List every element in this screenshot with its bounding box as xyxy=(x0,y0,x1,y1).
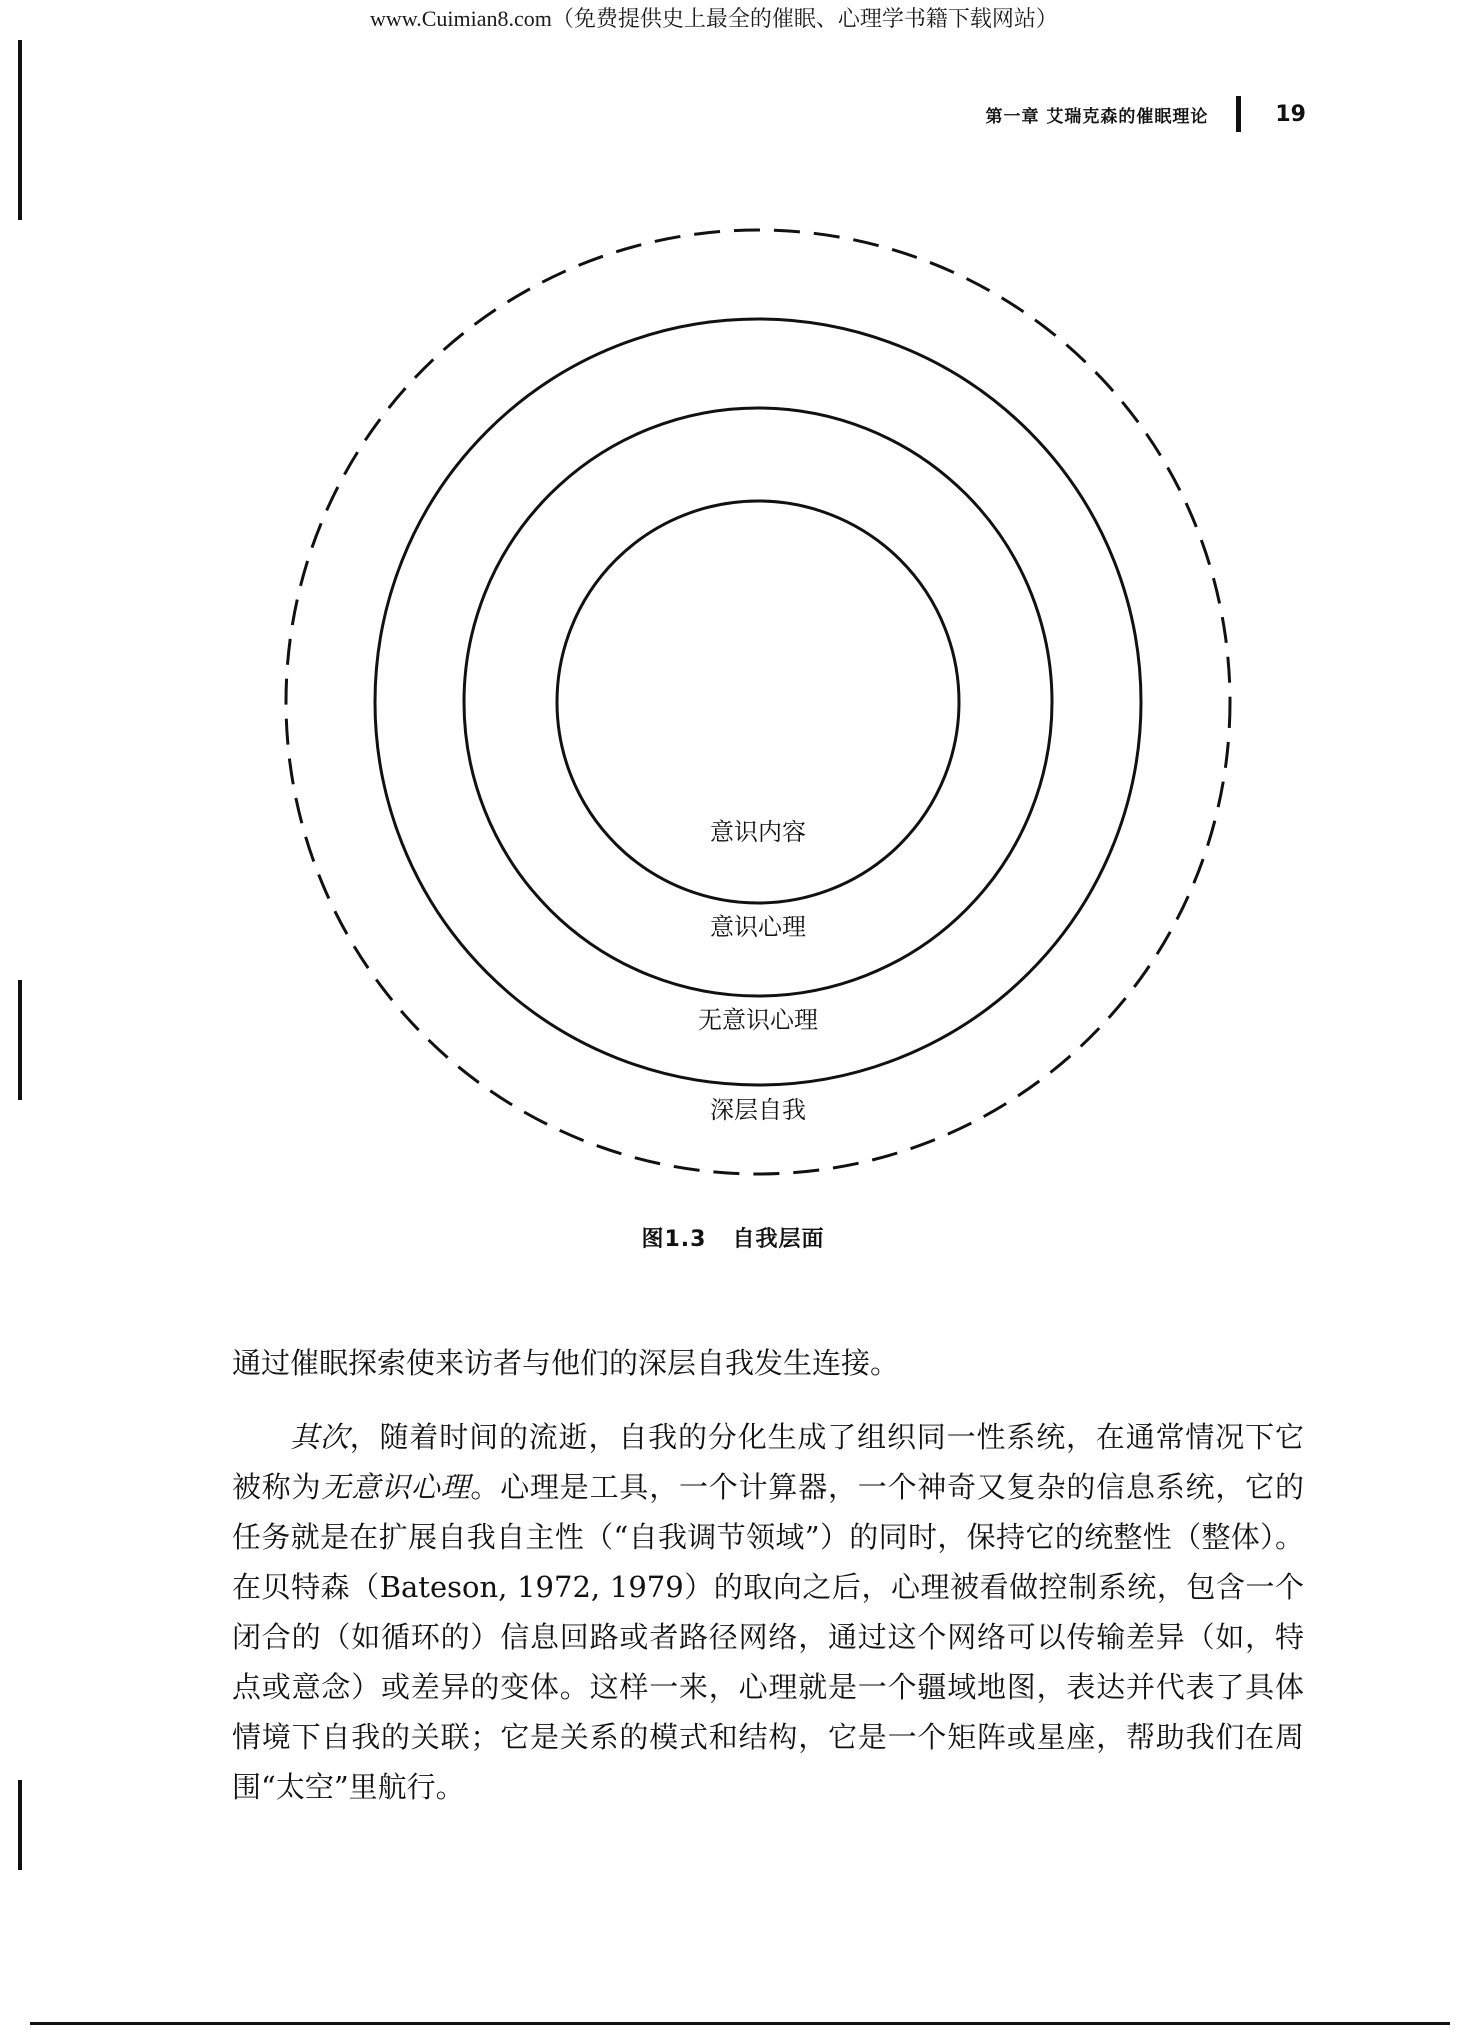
label-conscious-mind: 意识心理 xyxy=(710,913,806,941)
emphasis-term: 无意识心理 xyxy=(321,1470,471,1504)
label-deep-self: 深层自我 xyxy=(710,1096,806,1124)
paragraph-text: ，随着时间的流逝，自我的分化生成了组织同一性系统，在通常情况下它被称为 xyxy=(232,1420,1304,1504)
scan-edge-mark xyxy=(18,1780,22,1870)
running-head xyxy=(985,96,1306,132)
scan-bottom-rule xyxy=(30,2022,1450,2025)
scan-edge-mark xyxy=(18,980,22,1100)
label-unconscious-mind: 无意识心理 xyxy=(698,1006,818,1034)
caption-title: 自我层面 xyxy=(732,1227,825,1252)
emphasis-lead: 其次 xyxy=(290,1420,350,1454)
label-conscious-content: 意识内容 xyxy=(710,818,806,846)
figure-caption xyxy=(0,1222,1466,1253)
figure-self-levels xyxy=(276,220,1240,1184)
caption-number: 图1.3 xyxy=(641,1227,707,1252)
scan-edge-mark xyxy=(18,40,22,220)
ring-unconscious-mind xyxy=(375,319,1141,1085)
body-text xyxy=(232,1338,1304,1812)
page-number: 19 xyxy=(1275,101,1306,127)
paragraph xyxy=(232,1412,1304,1812)
paragraph: 通过催眠探索使来访者与他们的深层自我发生连接。 xyxy=(232,1346,900,1380)
concentric-circles-diagram xyxy=(276,220,1240,1184)
chapter-title: 第一章 艾瑞克森的催眠理论 xyxy=(985,106,1209,127)
watermark: www.Cuimian8.com（免费提供史上最全的催眠、心理学书籍下载网站） xyxy=(370,6,1058,31)
header-divider xyxy=(1236,96,1241,132)
ring-conscious-mind xyxy=(464,408,1052,996)
paragraph-text: 。心理是工具，一个计算器，一个神奇又复杂的信息系统，它的任务就是在扩展自我自主性（“自我调节领域”）的同时，保持它的统整性（整体）。在贝特森（Bateson, 1972, 1979）的取向之后，心理被看做控制系统，包含一个闭合的（如循环的）信息回路或者路径网络，通过这个网络可以传输差异（如，特点或意念）或差异的变体。这样一来，心理就是一个疆域地图，表达并代表了具体情境下自我的关联；它是关系的模式和结构，它是一个矩阵或星座，帮助我们在周围“太空”里航行。 xyxy=(232,1470,1304,1804)
